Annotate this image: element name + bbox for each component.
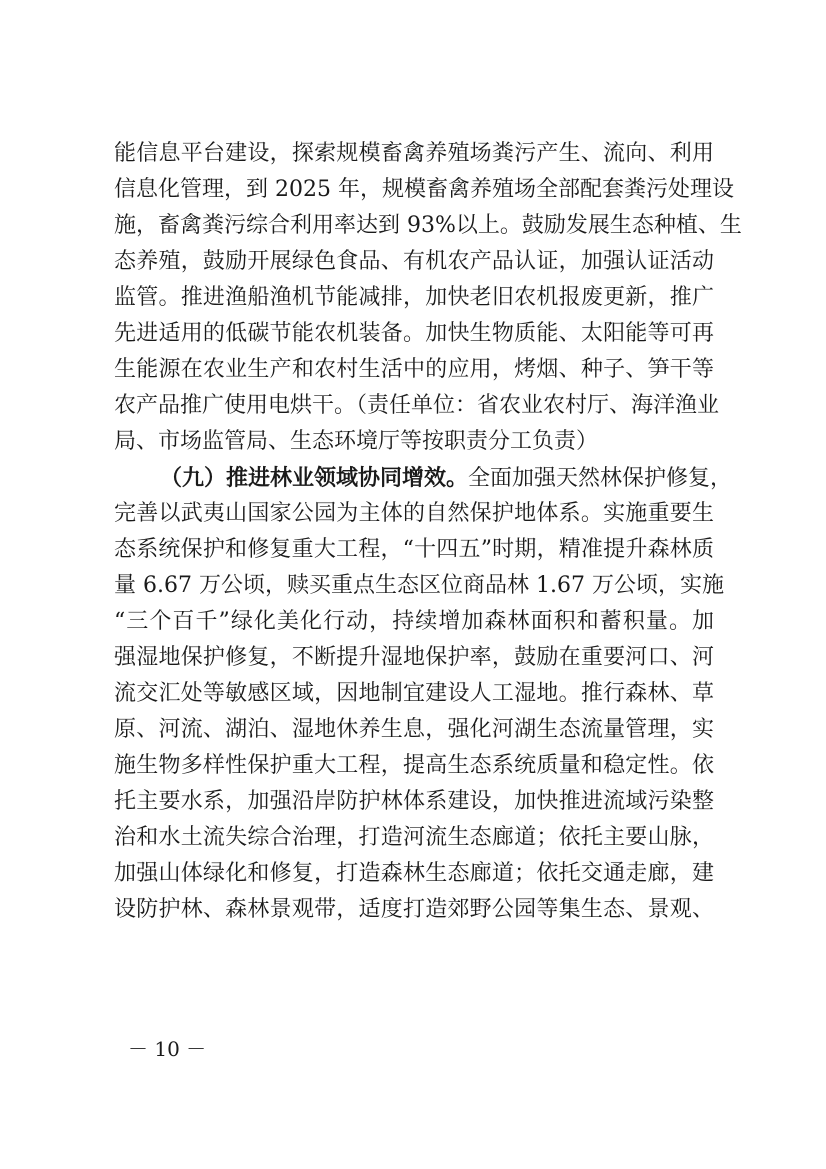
page-number: － 10 － xyxy=(128,1037,207,1061)
section-9-first-line xyxy=(160,460,733,496)
body-text-line: 流交汇处等敏感区域，因地制宜建设人工湿地。推行森林、草 xyxy=(114,681,714,706)
body-text-line: 治和水土流失综合治理，打造河流生态廊道；依托主要山脉， xyxy=(114,825,714,850)
body-text-line: 生能源在农业生产和农村生活中的应用，烤烟、种子、笋干等 xyxy=(114,357,714,382)
body-text-line: 施，畜禽粪污综合利用率达到 93%以上。鼓励发展生态种植、生 xyxy=(114,213,742,238)
body-text-line: 先进适用的低碳节能农机装备。加快生物质能、太阳能等可再 xyxy=(114,321,714,346)
body-text-line: 监管。推进渔船渔机节能减排，加快老旧农机报废更新，推广 xyxy=(114,285,714,310)
body-text-line: 农产品推广使用电烘干。（责任单位：省农业农村厅、海洋渔业 xyxy=(114,393,720,418)
body-text-line: 托主要水系，加强沿岸防护林体系建设，加快推进流域污染整 xyxy=(114,789,714,814)
body-text-line: 施生物多样性保护重大工程，提高生态系统质量和稳定性。依 xyxy=(114,753,714,778)
body-text-line: 原、河流、湖泊、湿地休养生息，强化河湖生态流量管理，实 xyxy=(114,717,714,742)
body-text-line: 设防护林、森林景观带，适度打造郊野公园等集生态、景观、 xyxy=(114,897,714,922)
body-text-line: “三个百千”绿化美化行动，持续增加森林面积和蓄积量。加 xyxy=(114,609,714,634)
body-text-line: 态养殖，鼓励开展绿色食品、有机农产品认证，加强认证活动 xyxy=(114,249,714,274)
body-text-line: 强湿地保护修复，不断提升湿地保护率，鼓励在重要河口、河 xyxy=(114,645,714,670)
body-text-line: 信息化管理，到 2025 年，规模畜禽养殖场全部配套粪污处理设 xyxy=(114,177,734,202)
body-text-line: 量 6.67 万公顷，赎买重点生态区位商品林 1.67 万公顷，实施 xyxy=(114,573,724,598)
body-text-line: 态系统保护和修复重大工程，“十四五”时期，精准提升森林质 xyxy=(114,537,714,562)
body-text-line: 局、市场监管局、生态环境厅等按职责分工负责） xyxy=(114,429,599,454)
section-9-heading: （九）推进林业领域协同增效。 xyxy=(160,465,469,491)
section-9-first-line-text: 全面加强天然林保护修复， xyxy=(468,466,733,491)
body-text-line: 加强山体绿化和修复，打造森林生态廊道；依托交通走廊，建 xyxy=(114,861,714,886)
body-text-line: 完善以武夷山国家公园为主体的自然保护地体系。实施重要生 xyxy=(114,501,714,526)
body-text-line: 能信息平台建设，探索规模畜禽养殖场粪污产生、流向、利用 xyxy=(114,141,714,166)
